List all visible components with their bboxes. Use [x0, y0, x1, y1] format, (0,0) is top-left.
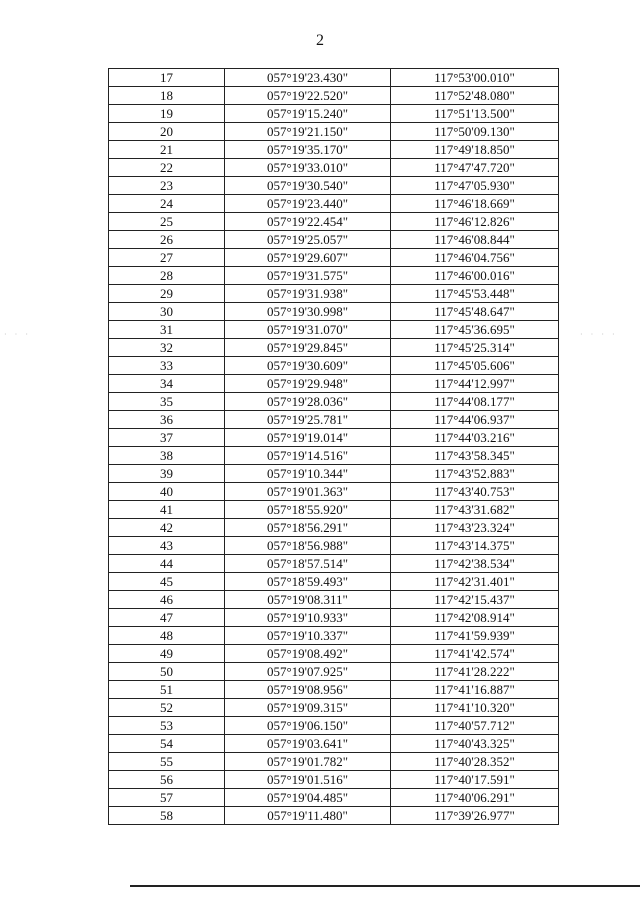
table-row	[109, 357, 559, 375]
table-row	[109, 627, 559, 645]
latitude-cell: 057°19'22.454"	[225, 213, 391, 231]
longitude-cell: 117°43'40.753"	[391, 483, 559, 501]
latitude-cell: 057°19'11.480"	[225, 807, 391, 825]
page-number: 2	[316, 32, 324, 49]
point-number-cell: 46	[109, 591, 225, 609]
point-number-cell: 29	[109, 285, 225, 303]
longitude-cell: 117°46'04.756"	[391, 249, 559, 267]
latitude-cell: 057°19'25.781"	[225, 411, 391, 429]
latitude-cell: 057°19'10.933"	[225, 609, 391, 627]
latitude-cell: 057°18'59.493"	[225, 573, 391, 591]
point-number-cell: 31	[109, 321, 225, 339]
point-number-cell: 44	[109, 555, 225, 573]
table-row	[109, 321, 559, 339]
longitude-cell: 117°42'15.437"	[391, 591, 559, 609]
scan-artifact: · · · ·	[580, 330, 618, 339]
latitude-cell: 057°19'30.540"	[225, 177, 391, 195]
latitude-cell: 057°19'08.492"	[225, 645, 391, 663]
table-row	[109, 591, 559, 609]
table-row	[109, 87, 559, 105]
latitude-cell: 057°19'15.240"	[225, 105, 391, 123]
point-number-cell: 55	[109, 753, 225, 771]
point-number-cell: 39	[109, 465, 225, 483]
longitude-cell: 117°44'08.177"	[391, 393, 559, 411]
table-row	[109, 411, 559, 429]
point-number-cell: 52	[109, 699, 225, 717]
point-number-cell: 32	[109, 339, 225, 357]
point-number-cell: 35	[109, 393, 225, 411]
table-row	[109, 447, 559, 465]
table-row	[109, 501, 559, 519]
latitude-cell: 057°19'29.607"	[225, 249, 391, 267]
latitude-cell: 057°19'01.516"	[225, 771, 391, 789]
latitude-cell: 057°19'10.344"	[225, 465, 391, 483]
table-row	[109, 753, 559, 771]
latitude-cell: 057°19'33.010"	[225, 159, 391, 177]
table-row	[109, 699, 559, 717]
point-number-cell: 20	[109, 123, 225, 141]
latitude-cell: 057°19'08.311"	[225, 591, 391, 609]
latitude-cell: 057°19'01.782"	[225, 753, 391, 771]
point-number-cell: 23	[109, 177, 225, 195]
latitude-cell: 057°19'35.170"	[225, 141, 391, 159]
point-number-cell: 26	[109, 231, 225, 249]
longitude-cell: 117°53'00.010"	[391, 69, 559, 87]
table-row	[109, 141, 559, 159]
table-row	[109, 213, 559, 231]
longitude-cell: 117°47'47.720"	[391, 159, 559, 177]
coordinates-table-body	[109, 69, 559, 825]
table-row	[109, 717, 559, 735]
table-row	[109, 303, 559, 321]
table-row	[109, 393, 559, 411]
point-number-cell: 50	[109, 663, 225, 681]
latitude-cell: 057°18'56.988"	[225, 537, 391, 555]
longitude-cell: 117°46'00.016"	[391, 267, 559, 285]
latitude-cell: 057°19'06.150"	[225, 717, 391, 735]
latitude-cell: 057°19'31.070"	[225, 321, 391, 339]
table-row	[109, 465, 559, 483]
latitude-cell: 057°19'23.440"	[225, 195, 391, 213]
point-number-cell: 17	[109, 69, 225, 87]
longitude-cell: 117°41'16.887"	[391, 681, 559, 699]
longitude-cell: 117°43'31.682"	[391, 501, 559, 519]
longitude-cell: 117°44'12.997"	[391, 375, 559, 393]
table-row	[109, 573, 559, 591]
point-number-cell: 47	[109, 609, 225, 627]
point-number-cell: 43	[109, 537, 225, 555]
longitude-cell: 117°46'12.826"	[391, 213, 559, 231]
longitude-cell: 117°45'25.314"	[391, 339, 559, 357]
longitude-cell: 117°39'26.977"	[391, 807, 559, 825]
table-row	[109, 105, 559, 123]
scan-artifact: · · ·	[4, 330, 31, 339]
latitude-cell: 057°19'29.845"	[225, 339, 391, 357]
longitude-cell: 117°43'14.375"	[391, 537, 559, 555]
latitude-cell: 057°18'55.920"	[225, 501, 391, 519]
longitude-cell: 117°45'36.695"	[391, 321, 559, 339]
latitude-cell: 057°19'04.485"	[225, 789, 391, 807]
table-row	[109, 789, 559, 807]
longitude-cell: 117°49'18.850"	[391, 141, 559, 159]
latitude-cell: 057°19'19.014"	[225, 429, 391, 447]
longitude-cell: 117°46'08.844"	[391, 231, 559, 249]
longitude-cell: 117°44'06.937"	[391, 411, 559, 429]
scan-edge-line	[130, 885, 640, 887]
table-row	[109, 663, 559, 681]
table-row	[109, 735, 559, 753]
table-row	[109, 231, 559, 249]
longitude-cell: 117°43'58.345"	[391, 447, 559, 465]
point-number-cell: 34	[109, 375, 225, 393]
longitude-cell: 117°42'38.534"	[391, 555, 559, 573]
point-number-cell: 33	[109, 357, 225, 375]
point-number-cell: 40	[109, 483, 225, 501]
table-row	[109, 771, 559, 789]
longitude-cell: 117°50'09.130"	[391, 123, 559, 141]
point-number-cell: 49	[109, 645, 225, 663]
longitude-cell: 117°40'06.291"	[391, 789, 559, 807]
coordinates-table	[108, 68, 559, 825]
longitude-cell: 117°40'17.591"	[391, 771, 559, 789]
longitude-cell: 117°42'31.401"	[391, 573, 559, 591]
longitude-cell: 117°40'57.712"	[391, 717, 559, 735]
point-number-cell: 57	[109, 789, 225, 807]
latitude-cell: 057°19'29.948"	[225, 375, 391, 393]
point-number-cell: 56	[109, 771, 225, 789]
point-number-cell: 27	[109, 249, 225, 267]
table-row	[109, 195, 559, 213]
longitude-cell: 117°40'43.325"	[391, 735, 559, 753]
point-number-cell: 19	[109, 105, 225, 123]
point-number-cell: 45	[109, 573, 225, 591]
longitude-cell: 117°40'28.352"	[391, 753, 559, 771]
latitude-cell: 057°19'31.575"	[225, 267, 391, 285]
longitude-cell: 117°41'10.320"	[391, 699, 559, 717]
table-row	[109, 807, 559, 825]
latitude-cell: 057°19'07.925"	[225, 663, 391, 681]
latitude-cell: 057°19'31.938"	[225, 285, 391, 303]
latitude-cell: 057°18'57.514"	[225, 555, 391, 573]
latitude-cell: 057°19'14.516"	[225, 447, 391, 465]
longitude-cell: 117°47'05.930"	[391, 177, 559, 195]
table-row	[109, 537, 559, 555]
longitude-cell: 117°41'28.222"	[391, 663, 559, 681]
table-row	[109, 519, 559, 537]
table-row	[109, 267, 559, 285]
longitude-cell: 117°46'18.669"	[391, 195, 559, 213]
latitude-cell: 057°18'56.291"	[225, 519, 391, 537]
point-number-cell: 18	[109, 87, 225, 105]
point-number-cell: 36	[109, 411, 225, 429]
table-row	[109, 681, 559, 699]
longitude-cell: 117°43'23.324"	[391, 519, 559, 537]
point-number-cell: 21	[109, 141, 225, 159]
latitude-cell: 057°19'23.430"	[225, 69, 391, 87]
longitude-cell: 117°45'48.647"	[391, 303, 559, 321]
table-row	[109, 483, 559, 501]
point-number-cell: 51	[109, 681, 225, 699]
table-row	[109, 285, 559, 303]
point-number-cell: 42	[109, 519, 225, 537]
point-number-cell: 48	[109, 627, 225, 645]
point-number-cell: 30	[109, 303, 225, 321]
table-row	[109, 609, 559, 627]
table-row	[109, 339, 559, 357]
point-number-cell: 38	[109, 447, 225, 465]
latitude-cell: 057°19'28.036"	[225, 393, 391, 411]
table-row	[109, 375, 559, 393]
latitude-cell: 057°19'03.641"	[225, 735, 391, 753]
latitude-cell: 057°19'10.337"	[225, 627, 391, 645]
point-number-cell: 25	[109, 213, 225, 231]
longitude-cell: 117°51'13.500"	[391, 105, 559, 123]
table-row	[109, 429, 559, 447]
longitude-cell: 117°45'53.448"	[391, 285, 559, 303]
table-row	[109, 555, 559, 573]
latitude-cell: 057°19'01.363"	[225, 483, 391, 501]
table-row	[109, 123, 559, 141]
point-number-cell: 53	[109, 717, 225, 735]
latitude-cell: 057°19'30.998"	[225, 303, 391, 321]
table-row	[109, 69, 559, 87]
longitude-cell: 117°44'03.216"	[391, 429, 559, 447]
longitude-cell: 117°41'42.574"	[391, 645, 559, 663]
latitude-cell: 057°19'09.315"	[225, 699, 391, 717]
latitude-cell: 057°19'08.956"	[225, 681, 391, 699]
latitude-cell: 057°19'30.609"	[225, 357, 391, 375]
point-number-cell: 41	[109, 501, 225, 519]
table-row	[109, 645, 559, 663]
longitude-cell: 117°42'08.914"	[391, 609, 559, 627]
latitude-cell: 057°19'22.520"	[225, 87, 391, 105]
longitude-cell: 117°41'59.939"	[391, 627, 559, 645]
table-row	[109, 249, 559, 267]
point-number-cell: 58	[109, 807, 225, 825]
latitude-cell: 057°19'25.057"	[225, 231, 391, 249]
longitude-cell: 117°52'48.080"	[391, 87, 559, 105]
longitude-cell: 117°43'52.883"	[391, 465, 559, 483]
latitude-cell: 057°19'21.150"	[225, 123, 391, 141]
longitude-cell: 117°45'05.606"	[391, 357, 559, 375]
point-number-cell: 28	[109, 267, 225, 285]
point-number-cell: 22	[109, 159, 225, 177]
point-number-cell: 54	[109, 735, 225, 753]
point-number-cell: 37	[109, 429, 225, 447]
point-number-cell: 24	[109, 195, 225, 213]
table-row	[109, 159, 559, 177]
table-row	[109, 177, 559, 195]
